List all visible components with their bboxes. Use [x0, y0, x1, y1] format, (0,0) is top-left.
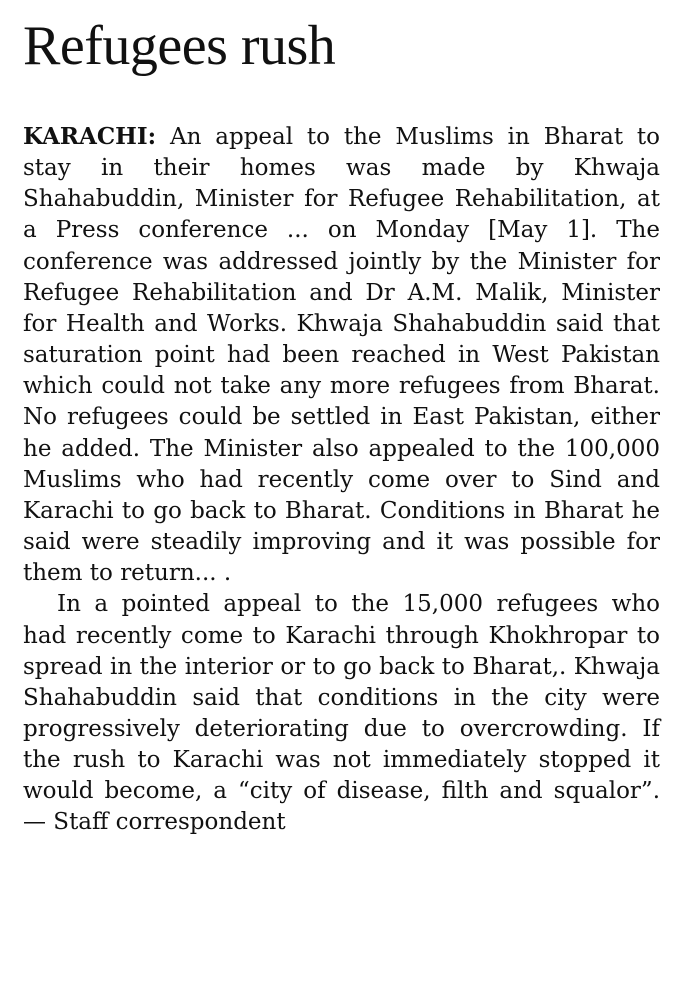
paragraph-1	[23, 121, 660, 589]
article-body	[23, 121, 660, 839]
dateline: KARACHI:	[23, 123, 157, 150]
paragraph-2: In a pointed appeal to the 15,000 refugees who had recently come to Karachi through Khokhropar to spread in the interior or to go back to Bharat,. Khwaja Shahabuddin said that conditions in the city were progressively deteriorating due to overcrowding. If the rush to Karachi was not immediately stopped it would become, a “city of disease, filth and squalor”. — Staff correspondent	[23, 591, 660, 836]
news-article	[23, 14, 660, 839]
headline: Refugees rush	[23, 15, 336, 77]
paragraph-1-text: An appeal to the Muslims in Bharat to stay in their homes was made by Khwaja Shahabuddin, Minister for Refugee Rehabilitation, at a Press conference ... on Monday [May 1]. The conference was addressed jointly by the Minister for Refugee Rehabilitation and Dr A.M. Malik, Minister for Health and Works. Khwaja Shahabuddin said that saturation point had been reached in West Pakistan which could not take any more refugees from Bharat. No refugees could be settled in East Pakistan, either he added. The Minister also appealed to the 100,000 Muslims who had recently come over to Sind and Karachi to go back to Bharat. Conditions in Bharat he said were steadily improving and it was possible for them to return... .	[23, 124, 660, 587]
